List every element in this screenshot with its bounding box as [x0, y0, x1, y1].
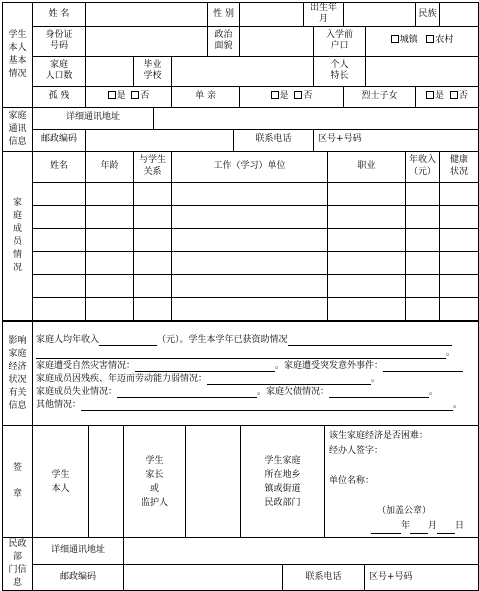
member-work-cell[interactable]	[172, 228, 328, 251]
member-health-header: 健康 状况	[440, 151, 479, 182]
member-name-cell[interactable]	[33, 228, 86, 251]
orphan-no-checkbox[interactable]	[131, 91, 139, 99]
rural-checkbox[interactable]	[426, 35, 434, 43]
civil-phone-label: 联系电话	[283, 565, 365, 591]
gender-field[interactable]	[240, 3, 304, 27]
contact-address-label: 详细通讯地址	[33, 107, 154, 129]
other-blank[interactable]	[81, 401, 453, 411]
economy-section-label: 影响 家庭 经济 状况 有关 信息	[3, 322, 33, 426]
family-size-label: 家庭 人口数	[33, 56, 86, 86]
member-name-cell[interactable]	[33, 274, 86, 297]
member-relation-cell[interactable]	[134, 228, 172, 251]
civil-address-label: 详细通讯地址	[33, 538, 124, 565]
member-relation-cell[interactable]	[134, 274, 172, 297]
income-blank[interactable]	[99, 336, 157, 346]
single-parent-options: 是 否	[240, 86, 344, 107]
member-job-cell[interactable]	[328, 205, 406, 228]
member-relation-cell[interactable]	[134, 251, 172, 274]
civil-postcode-field[interactable]	[124, 565, 283, 591]
martyr-no-checkbox[interactable]	[450, 91, 458, 99]
member-row	[3, 274, 479, 297]
political-label: 政治 面貌	[208, 26, 240, 56]
aid-blank-2[interactable]	[36, 349, 446, 359]
member-health-cell[interactable]	[440, 182, 479, 205]
form-table-lower	[2, 321, 479, 591]
disaster-blank[interactable]	[135, 362, 275, 372]
member-income-cell[interactable]	[406, 182, 440, 205]
birth-field[interactable]	[344, 3, 416, 27]
member-health-cell[interactable]	[440, 228, 479, 251]
civil-sign-field[interactable]: 该生家庭经济是否困难： 经办人签字： 单位名称： （加盖公章） 年 月 日	[325, 426, 479, 538]
member-work-cell[interactable]	[172, 297, 328, 320]
specialty-field[interactable]	[366, 56, 479, 86]
unemployment-blank[interactable]	[117, 388, 257, 398]
member-relation-cell[interactable]	[134, 182, 172, 205]
school-label: 毕业 学校	[134, 56, 172, 86]
member-job-cell[interactable]	[328, 182, 406, 205]
civil-postcode-label: 邮政编码	[33, 565, 124, 591]
martyr-yes-checkbox[interactable]	[426, 91, 434, 99]
id-card-field[interactable]	[86, 26, 208, 56]
ethnicity-label: 民族	[416, 3, 440, 27]
member-job-cell[interactable]	[328, 228, 406, 251]
name-field[interactable]	[86, 3, 208, 27]
member-job-header: 职业	[328, 151, 406, 182]
members-section-label: 家 庭 成 员 情 况	[3, 151, 33, 320]
martyr-options: 是 否	[416, 86, 479, 107]
contact-address-field[interactable]	[154, 107, 479, 129]
member-age-cell[interactable]	[86, 251, 134, 274]
member-row	[3, 205, 479, 228]
name-label: 姓 名	[33, 3, 86, 27]
political-field[interactable]	[240, 26, 314, 56]
member-relation-cell[interactable]	[134, 297, 172, 320]
urban-checkbox[interactable]	[391, 35, 399, 43]
member-name-header: 姓名	[33, 151, 86, 182]
member-health-cell[interactable]	[440, 274, 479, 297]
school-field[interactable]	[172, 56, 314, 86]
specialty-label: 个人 特长	[314, 56, 366, 86]
member-work-cell[interactable]	[172, 251, 328, 274]
member-work-cell[interactable]	[172, 274, 328, 297]
single-parent-no-checkbox[interactable]	[294, 91, 302, 99]
member-row	[3, 182, 479, 205]
family-size-field[interactable]	[86, 56, 134, 86]
contact-postcode-field[interactable]	[86, 129, 234, 151]
sign-section-label: 签 章	[3, 426, 33, 538]
single-parent-yes-checkbox[interactable]	[271, 91, 279, 99]
form-table-main	[2, 2, 479, 321]
member-health-cell[interactable]	[440, 251, 479, 274]
civil-phone-field[interactable]: 区号+号码	[365, 565, 479, 591]
member-job-cell[interactable]	[328, 251, 406, 274]
member-income-cell[interactable]	[406, 251, 440, 274]
emergency-blank[interactable]	[383, 362, 463, 372]
debt-blank[interactable]	[329, 388, 429, 398]
member-row	[3, 251, 479, 274]
contact-section-label: 家庭 通讯 信息	[3, 107, 33, 151]
member-name-cell[interactable]	[33, 182, 86, 205]
contact-phone-field[interactable]: 区号+号码	[314, 129, 479, 151]
member-work-header: 工作（学习）单位	[172, 151, 328, 182]
member-income-cell[interactable]	[406, 205, 440, 228]
member-relation-header: 与学生 关系	[134, 151, 172, 182]
member-job-cell[interactable]	[328, 297, 406, 320]
martyr-label: 烈士子女	[344, 86, 416, 107]
member-age-cell[interactable]	[86, 297, 134, 320]
member-row	[3, 228, 479, 251]
orphan-yes-checkbox[interactable]	[108, 91, 116, 99]
member-health-cell[interactable]	[440, 205, 479, 228]
id-card-label: 身份证 号码	[33, 26, 86, 56]
contact-postcode-label: 邮政编码	[33, 129, 86, 151]
member-row	[3, 297, 479, 320]
contact-phone-label: 联系电话	[234, 129, 314, 151]
gender-label: 性 别	[208, 3, 240, 27]
birth-label: 出生年月	[304, 3, 344, 27]
member-name-cell[interactable]	[33, 251, 86, 274]
orphan-options: 是 否	[86, 86, 172, 107]
economy-content: 家庭人均年收入 （元）。学生本学年已获资助情况 。 家庭遭受自然灾害情况： 。家庭遭受突发意外事件： 家庭成员因残疾、年迈而劳动能力弱情况： 。 家庭成员失业情况： 。家庭欠债情况： 。 其他情况： 。	[33, 322, 479, 426]
member-health-cell[interactable]	[440, 297, 479, 320]
member-job-cell[interactable]	[328, 274, 406, 297]
member-name-cell[interactable]	[33, 205, 86, 228]
civil-dept-section-label: 民政部 门信息	[3, 538, 33, 591]
hukou-label: 入学前 户口	[314, 26, 366, 56]
student-sign-field[interactable]	[89, 426, 124, 538]
member-work-cell[interactable]	[172, 182, 328, 205]
member-income-cell[interactable]	[406, 297, 440, 320]
member-income-cell[interactable]	[406, 274, 440, 297]
member-age-cell[interactable]	[86, 182, 134, 205]
guardian-sign-field[interactable]	[186, 426, 241, 538]
member-relation-cell[interactable]	[134, 205, 172, 228]
hukou-options: 城镇 农村	[366, 26, 479, 56]
orphan-label: 孤 残	[33, 86, 86, 107]
civil-sign-label: 学生家庭 所在地乡 镇或街道 民政部门	[241, 426, 325, 538]
member-age-cell[interactable]	[86, 228, 134, 251]
member-name-cell[interactable]	[33, 297, 86, 320]
member-age-cell[interactable]	[86, 274, 134, 297]
single-parent-label: 单 亲	[172, 86, 240, 107]
member-age-header: 年龄	[86, 151, 134, 182]
member-work-cell[interactable]	[172, 205, 328, 228]
member-income-header: 年收入 （元）	[406, 151, 440, 182]
student-sign-label: 学生 本人	[33, 426, 89, 538]
member-age-cell[interactable]	[86, 205, 134, 228]
student-section-label: 学生 本人 基本 情况	[3, 3, 33, 108]
guardian-sign-label: 学生 家长 或 监护人	[124, 426, 186, 538]
member-income-cell[interactable]	[406, 228, 440, 251]
aid-blank[interactable]	[288, 336, 452, 346]
ethnicity-field[interactable]	[440, 3, 479, 27]
disability-blank[interactable]	[207, 375, 371, 385]
civil-address-field[interactable]	[124, 538, 479, 565]
